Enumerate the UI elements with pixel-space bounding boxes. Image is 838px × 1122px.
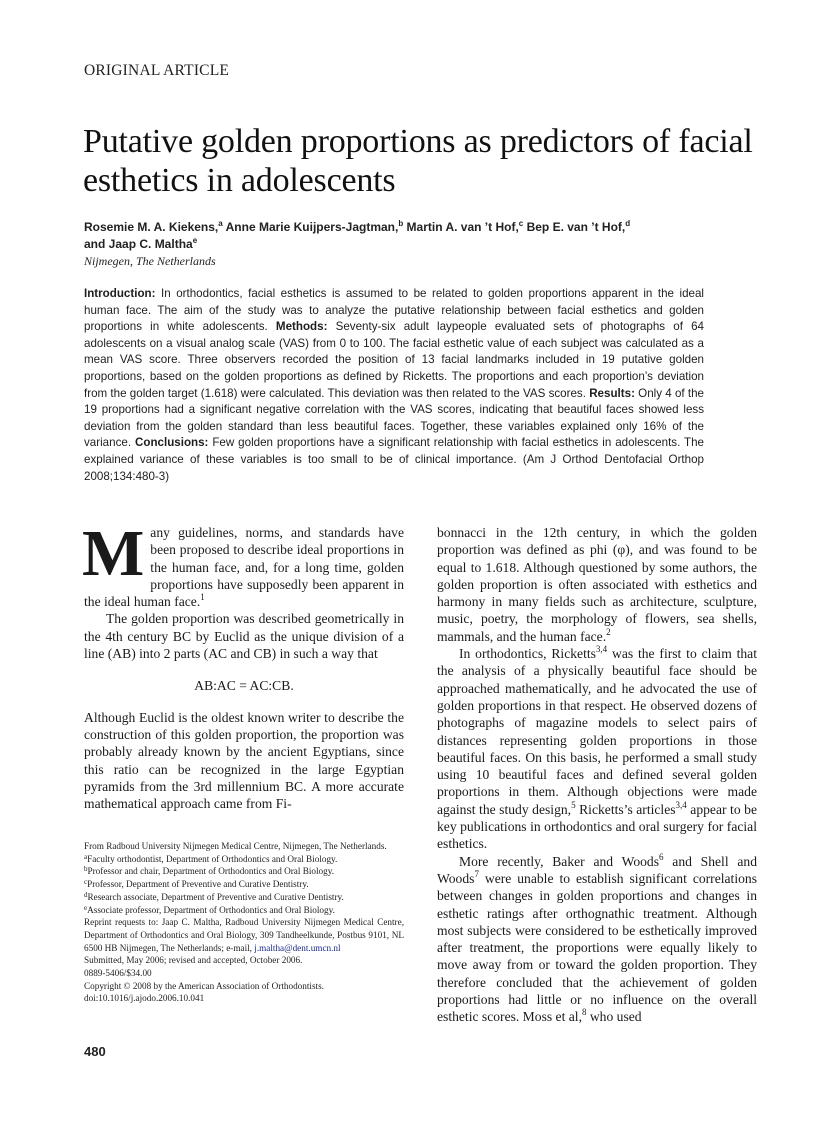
abstract-results-label: Results: bbox=[589, 386, 635, 400]
footnote-affiliation: From Radboud University Nijmegen Medical Centre, Nijmegen, The Netherlands. bbox=[84, 841, 387, 851]
paragraph-text: Ricketts’s articles bbox=[575, 801, 676, 817]
footnotes bbox=[84, 840, 404, 1005]
reprint-text: Reprint requests to: Jaap C. Maltha, Radboud University Nijmegen Medical Centre, Department of Orthodontics and Oral Biology, 309 Tandheelkunde, Postbus 9101, NL 6500 HB Nijmegen, The Netherlands; e-mail, bbox=[84, 917, 404, 953]
footnote-role bbox=[84, 878, 404, 891]
body-paragraph bbox=[437, 853, 757, 1026]
footnote-role-text: Professor, Department of Preventive and Curative Dentistry. bbox=[87, 879, 309, 890]
footnote-mark: b bbox=[84, 865, 88, 874]
page-number: 480 bbox=[84, 1044, 106, 1059]
footnote-role-text: Professor and chair, Department of Orthodontics and Oral Biology. bbox=[87, 866, 335, 877]
body-paragraph: Although Euclid is the oldest known writer to describe the construction of this golden proportion, the proportion was probably already known by the ancient Egyptians, since this ratio can be recognized in the large Egyptian pyramids from the 3rd millennium BC. A more accurate mathematical approach came from Fi- bbox=[84, 709, 404, 812]
footnote-role-text: Associate professor, Department of Orthodontics and Oral Biology. bbox=[87, 904, 335, 915]
footnote-mark: e bbox=[84, 903, 88, 912]
email-link[interactable]: j.maltha@dent.umcn.nl bbox=[254, 942, 341, 953]
paragraph-text: In orthodontics, Ricketts bbox=[459, 646, 596, 662]
reference-mark[interactable]: 7 bbox=[474, 868, 479, 879]
paragraph-text: appear to be key publications in orthodontics and oral surgery for facial esthetics. bbox=[437, 801, 757, 852]
footnote-mark: d bbox=[84, 890, 88, 899]
author-name: Bep E. van ’t Hof, bbox=[523, 220, 626, 234]
author-name: Martin A. van ’t Hof, bbox=[403, 220, 519, 234]
body-paragraph bbox=[82, 517, 404, 610]
footnote-issn: 0889-5406/$34.00 bbox=[84, 968, 152, 979]
author-location: Nijmegen, The Netherlands bbox=[84, 254, 216, 268]
footnote-reprint bbox=[84, 916, 404, 954]
drop-cap: M bbox=[82, 517, 145, 590]
abstract-conclusions-text: Few golden proportions have a significant relationship with facial esthetics in adolescents. The explained variance of these variables is too small to be of clinical importance. (Am J Orthod Dentofacial Orthop 2008;134:480-3) bbox=[84, 436, 705, 483]
footnote-role-text: Faculty orthodontist, Department of Orthodontics and Oral Biology. bbox=[87, 853, 338, 864]
author-name: Anne Marie Kuijpers-Jagtman, bbox=[222, 220, 399, 234]
author-list bbox=[84, 219, 764, 253]
body-paragraph: The golden proportion was described geometrically in the 4th century BC by Euclid as the unique division of a line (AB) into 2 parts (AC and CB) in such a way that bbox=[84, 611, 404, 662]
abstract-methods-label: Methods: bbox=[275, 320, 328, 334]
footnote-copyright: Copyright © 2008 by the American Association of Orthodontists. bbox=[84, 980, 324, 991]
body-column-right bbox=[437, 524, 757, 1026]
author-name: Rosemie M. A. Kiekens, bbox=[84, 220, 219, 234]
reference-mark[interactable]: 5 bbox=[571, 799, 576, 810]
abstract-methods-text: Seventy-six adult laypeople evaluated sets of photographs of 64 adolescents on a visual analog scale (VAS) from 0 to 100. The facial esthetic value of each subject was calculated as a mean VAS score. Three observers recorded the position of 13 facial landmarks included in 19 putative golden proportions, based on the golden proportions as defined by Ricketts. The proportions and each proportion’s deviation from the golden target (1.618) were calculated. This deviation was then related to the VAS scores. bbox=[84, 320, 704, 400]
body-paragraph bbox=[437, 645, 757, 853]
article-title: Putative golden proportions as predictors of facial esthetics in adolescents bbox=[83, 123, 753, 199]
paragraph-text: who used bbox=[586, 1009, 642, 1025]
footnote-role bbox=[84, 853, 404, 866]
footnote-submitted: Submitted, May 2006; revised and accepted, October 2006. bbox=[84, 955, 303, 966]
footnote-role bbox=[84, 891, 404, 904]
reference-mark[interactable]: 3,4 bbox=[595, 644, 608, 655]
paragraph-text: More recently, Baker and Woods bbox=[459, 853, 660, 869]
abstract-results-text: Only 4 of the 19 proportions had a significant negative correlation with the VAS scores, indicating that beautiful faces showed less deviation from the golden standard than less beautiful faces. Together, these variables explained only 16% of the variance. bbox=[84, 386, 704, 450]
reference-mark[interactable]: 8 bbox=[581, 1007, 587, 1018]
footnote-mark: c bbox=[84, 878, 88, 887]
reference-mark[interactable]: 1 bbox=[200, 592, 205, 603]
reference-mark[interactable]: 6 bbox=[659, 851, 664, 862]
paragraph-text: was the first to claim that the analysis of a physically beautiful face should be approached mathematically, and he advocated the use of golden proportions in that respect. He observed dozens of photographs of magazine models to select pairs of distances representing golden proportions in those beautiful faces. On this basis, he performed a small study using 10 beautiful faces and defined several golden proportions in them. Although objections were made against the study design, bbox=[437, 646, 757, 817]
footnote-role-text: Research associate, Department of Preventive and Curative Dentistry. bbox=[87, 891, 344, 902]
author-affiliation-mark: a bbox=[218, 219, 223, 228]
paragraph-text: any guidelines, norms, and standards have been proposed to describe ideal proportions in the human face, and, for a long time, golden proportions have supposedly been apparent in the ideal human face. bbox=[84, 525, 404, 610]
body-column-left bbox=[82, 517, 404, 812]
author-affiliation-mark: c bbox=[518, 219, 524, 228]
footnote-doi[interactable]: doi:10.1016/j.ajodo.2006.10.041 bbox=[84, 993, 205, 1004]
author-affiliation-mark: d bbox=[625, 219, 631, 228]
equation: AB:AC = AC:CB. bbox=[194, 678, 294, 694]
paragraph-text: and Shell and Woods bbox=[437, 853, 757, 886]
footnote-role bbox=[84, 865, 404, 878]
reference-mark[interactable]: 3,4 bbox=[675, 799, 687, 810]
section-label: ORIGINAL ARTICLE bbox=[84, 62, 230, 79]
reference-mark[interactable]: 2 bbox=[606, 626, 611, 637]
paragraph-text: were unable to establish significant correlations between changes in golden proportions and changes in esthetic ratings after orthognathic treatment. Although most subjects were considered to be esthetically improved after treatment, the proportions were equally likely to move away from or toward the golden proportion. They therefore concluded that the achievement of golden proportions had little or no influence on the overall esthetic scores. Moss et al, bbox=[437, 870, 757, 1025]
body-paragraph bbox=[437, 524, 757, 645]
abstract-intro-text: In orthodontics, facial esthetics is assumed to be related to golden proportions apparent in the ideal human face. The aim of the study was to analyze the putative relationship between facial esthetics and golden proportions in white adolescents. bbox=[84, 287, 704, 334]
abstract bbox=[84, 286, 704, 485]
footnote-mark: a bbox=[84, 852, 88, 861]
paragraph-text: bonnacci in the 12th century, in which the golden proportion was defined as phi (φ), and was found to be equal to 1.618. Although questioned by some authors, the golden proportion is often associated with esthetics and harmony in many fields such as architecture, sculpture, music, poetry, the morphology of flowers, sea shells, mammals, and the human face. bbox=[437, 525, 757, 644]
abstract-intro-label: Introduction: bbox=[84, 287, 156, 300]
author-affiliation-mark: b bbox=[398, 219, 404, 228]
author-affiliation-mark: e bbox=[192, 236, 198, 245]
footnote-role bbox=[84, 904, 404, 917]
author-name: and Jaap C. Maltha bbox=[84, 237, 193, 251]
abstract-conclusions-label: Conclusions: bbox=[134, 436, 209, 450]
